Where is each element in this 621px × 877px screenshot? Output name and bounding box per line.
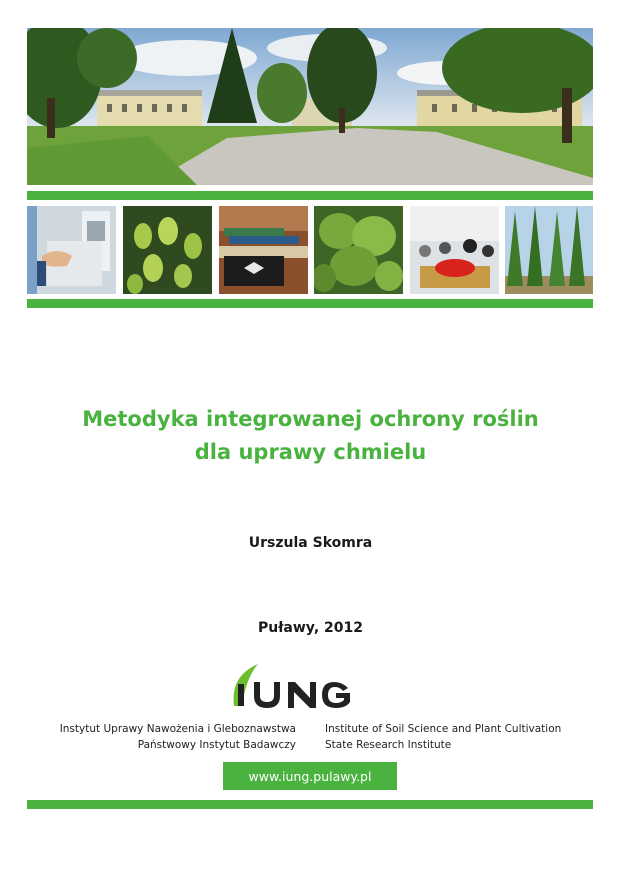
institute-en-line1: Institute of Soil Science and Plant Cultivation	[325, 723, 562, 735]
title-line-1: Metodyka integrowanej ochrony roślin	[82, 407, 539, 431]
institute-pl-line1: Instytut Uprawy Nawożenia i Gleboznawstwa	[59, 723, 296, 735]
iung-leaf-logo-icon	[230, 662, 390, 712]
institute-en-line2: State Research Institute	[325, 739, 452, 751]
thumbnail-strip	[27, 206, 593, 294]
hops-cones-photo-icon	[123, 206, 212, 294]
institute-name-english	[325, 721, 561, 753]
bottom-divider-bar	[27, 800, 593, 809]
author-name: Urszula Skomra	[248, 535, 373, 551]
institute-pl-line2: Państwowy Instytut Badawczy	[137, 739, 296, 751]
control-panel-photo-icon	[410, 206, 499, 294]
place-year: Puławy, 2012	[258, 620, 363, 636]
middle-divider-bar	[27, 299, 593, 308]
top-divider-bar	[27, 191, 593, 200]
website-link[interactable]: www.iung.pulawy.pl	[223, 762, 397, 790]
hop-plant-photo-icon	[314, 206, 403, 294]
title-line-2: dla uprawy chmielu	[194, 440, 427, 464]
institute-name-polish	[60, 721, 296, 753]
laboratory-photo-icon	[27, 206, 116, 294]
books-photo-icon	[219, 206, 308, 294]
header-photo	[27, 28, 593, 185]
hop-field-photo-icon	[505, 206, 594, 294]
